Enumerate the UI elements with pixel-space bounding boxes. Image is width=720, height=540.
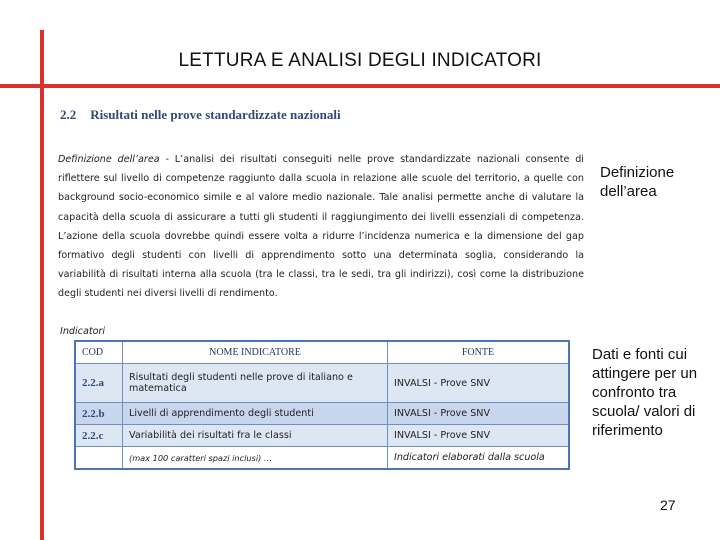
indicator-code: 2.2.c: [75, 425, 123, 447]
indicator-source: INVALSI - Prove SNV: [388, 425, 570, 447]
annotation-dati-fonti: Dati e fonti cui attingere per un confronto tra scuola/ valori di riferimento: [592, 346, 698, 439]
column-header-nome: NOME INDICATORE: [123, 341, 388, 364]
indicator-source: INVALSI - Prove SNV: [388, 364, 570, 403]
indicator-name: Variabilità dei risultati fra le classi: [123, 425, 388, 447]
footer-code: [75, 447, 123, 470]
indicator-code: 2.2.a: [75, 364, 123, 403]
definition-text: - L’analisi dei risultati conseguiti nelle prove standardizzate nazionali consente di riflettere sul livello di competenze raggiunto dalla scuola in relazione alle scuole del territorio, a quelle con background socio-economico simile e al valore medio nazionale. Tale analisi permette anche di valutare la capacità della scuola di assicurare a tutti gli studenti il raggiungimento dei livelli essenziali di competenza. L’azione della scuola dovrebbe quindi essere volta a ridurre l’incidenza numerica e la dimensione del gap formativo degli studenti con livelli di apprendimento sotto una determinata soglia, considerando la variabilità di risultati interna alla scuola (tra le classi, tra le sedi, tra gli indirizzi), così come la distribuzione degli studenti nei diversi livelli di rendimento.: [58, 154, 584, 300]
section-heading: [60, 107, 341, 123]
slide-title: LETTURA E ANALISI DEGLI INDICATORI: [178, 50, 542, 71]
accent-horizontal-line: [0, 84, 720, 88]
indicator-name: Risultati degli studenti nelle prove di italiano e matematica: [123, 364, 388, 403]
table-row: [75, 425, 569, 447]
indicator-code: 2.2.b: [75, 403, 123, 425]
indicator-name: Livelli di apprendimento degli studenti: [123, 403, 388, 425]
column-header-fonte: FONTE: [388, 341, 570, 364]
table-row: [75, 403, 569, 425]
accent-vertical-line: [40, 30, 44, 540]
indicators-label: Indicatori: [60, 326, 106, 337]
table-header-row: [75, 341, 569, 364]
table-footer-row: [75, 447, 569, 470]
indicator-source: INVALSI - Prove SNV: [388, 403, 570, 425]
definition-paragraph: [58, 150, 584, 304]
section-number: 2.2: [60, 107, 77, 122]
footer-note: (max 100 caratteri spazi inclusi) …: [123, 447, 388, 470]
footer-source: Indicatori elaborati dalla scuola: [388, 447, 570, 470]
annotation-definizione: Definizione dell’area: [600, 164, 675, 200]
table-row: [75, 364, 569, 403]
column-header-cod: COD: [75, 341, 123, 364]
indicators-table: [74, 340, 570, 470]
definition-lead: Definizione dell’area: [58, 154, 160, 165]
page-number: 27: [660, 497, 676, 513]
section-title: Risultati nelle prove standardizzate nazionali: [90, 107, 341, 122]
